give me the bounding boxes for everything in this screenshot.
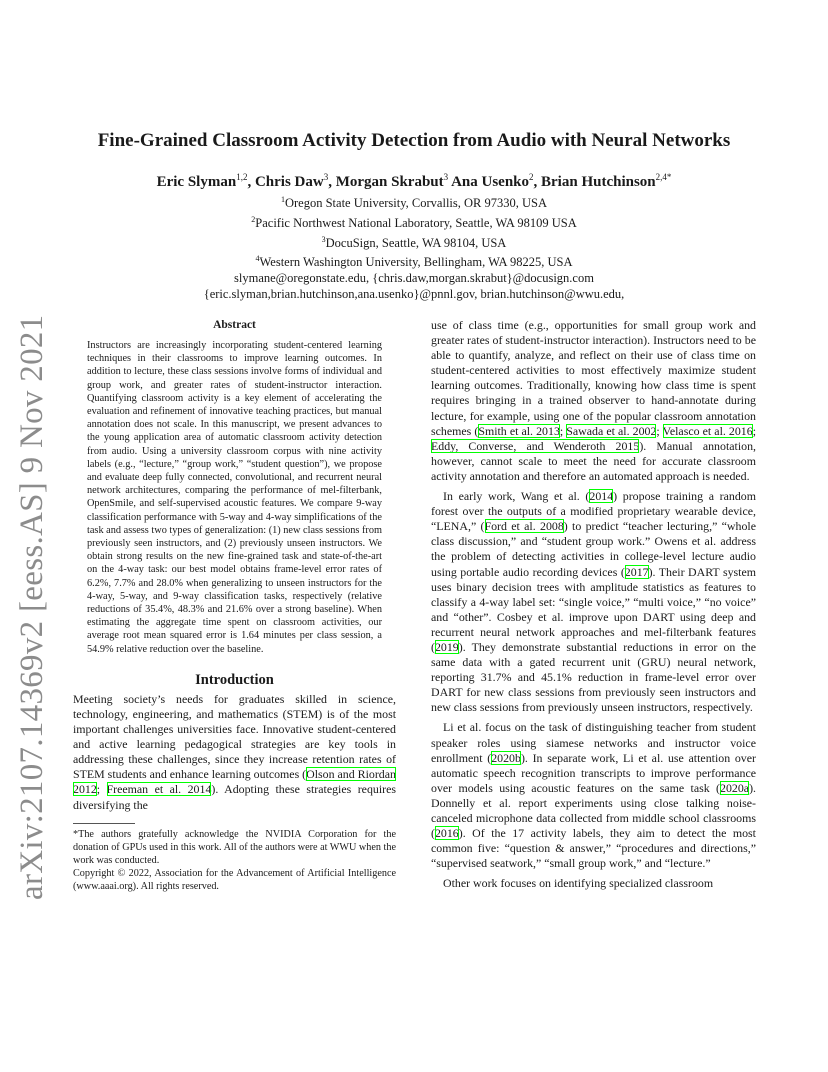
author-name: Brian Hutchinson [541, 174, 656, 190]
author-separator: , [533, 174, 542, 190]
affiliation-mark: 4 [255, 254, 260, 264]
text-run: ). In separate work, Li et al. use attention over automatic speech recognition transcripts to improve performance over models using acoustic features on the same task ( [431, 750, 756, 795]
text-run: Meeting society’s needs for graduates skilled in science, technology, engineering, and mathematics (STEM) is of the most important challenges universities face. Innovative student-centered and active learning pedagogical strategies are key tools in addressing these challenges, since they increase retention rates of STEM students and enhance learning outcomes ( [73, 691, 396, 782]
abstract-heading: Abstract [213, 319, 256, 331]
affiliation-mark: 2 [251, 214, 256, 224]
affiliation-mark: 3 [321, 234, 326, 244]
author-name: Eric Slyman [156, 174, 237, 190]
citation-link[interactable]: 2017 [624, 564, 649, 579]
text-run: ; [559, 423, 567, 438]
citation-link[interactable]: Ford et al. 2008 [484, 519, 564, 534]
text-run: Li et al. focus on the task of distinguishing teacher from student speaker roles using siamese networks and instructor voice enrollment ( [431, 720, 756, 765]
citation-link[interactable]: 2016 [434, 826, 459, 841]
footnote-divider [73, 823, 135, 824]
text-run: ). They demonstrate substantial reductions in error on the same data with a gated recurrent unit (GRU) neural network, reporting 31.7% and 45.1% reduction in frame-level error over DART for new class sessions from previously seen instructors and new class sessions from previously unseen instructors, respectively. [431, 639, 756, 715]
affiliation-mark: 1 [280, 195, 285, 204]
text-run: ). Of the 17 activity labels, they aim to detect the most common five: “question & answer,” “procedures and directions,” “supervised seatwork,” “small group work,” and “lecture.” [431, 826, 756, 871]
copyright-notice: Copyright © 2022, Association for the Advancement of Artificial Intelligence (www.aaai.org). All rights reserved. [73, 867, 396, 892]
affiliation-text: Pacific Northwest National Laboratory, Seattle, WA 98109 USA [255, 215, 577, 230]
arxiv-identifier: arXiv:2107.14369v2 [eess.AS] 9 Nov 2021 [14, 314, 50, 900]
citation-link[interactable]: Smith et al. 2013 [478, 423, 560, 438]
text-run: ). Donnelly et al. report experiments using close talking noise-canceled microphone data collected from middle school classrooms ( [431, 780, 756, 841]
email-line: slymane@oregonstate.edu, {chris.daw,morgan.skrabut}@docusign.com [234, 271, 594, 285]
body-paragraph [431, 489, 756, 715]
email-line: {eric.slyman,brian.hutchinson,ana.usenko}@pnnl.gov, brian.hutchinson@wwu.edu, [203, 286, 625, 301]
citation-link[interactable]: Velasco et al. 2016 [662, 423, 753, 438]
citation-link[interactable]: 2020b [491, 750, 521, 765]
paper-title: Fine-Grained Classroom Activity Detection from Audio with Neural Networks [97, 130, 731, 151]
text-run: ; [96, 782, 107, 797]
affiliation-line [0, 232, 828, 252]
author-affiliation-mark: 2,4* [655, 172, 672, 182]
affiliation-line [0, 212, 828, 232]
text-run: use of class time (e.g., opportunities for small group work and greater rates of student-instructor interaction). Instructors need to be able to quantify, analyze, and reflect on their use of class time on student-centered activities to most effectively maximize student learning outcomes. Traditionally, knowing how class time is spent requires bringing in a trained observer to hand-annotate during lecture, for example, using one of the popular classroom annotation schemes ( [431, 318, 756, 438]
author-affiliation-mark: 3 [443, 172, 449, 182]
text-run: In early work, Wang et al. ( [443, 489, 590, 504]
text-run: ) to predict “teacher lecturing,” “whole class discussion,” and “student group work.” Owens et al. address the problem of detecting activities in college-level lecture audio using portable audio recording devices ( [431, 519, 756, 579]
citation-link[interactable]: 2020a [720, 780, 750, 795]
citation-link[interactable]: Eddy, Converse, and Wenderoth 2015 [431, 438, 640, 453]
citation-link[interactable]: Sawada et al. 2002 [566, 423, 657, 438]
body-paragraph [431, 720, 756, 871]
author-separator: , [328, 174, 336, 190]
right-column [431, 318, 756, 891]
affiliation-line [0, 251, 828, 271]
affiliation-text: Oregon State University, Corvallis, OR 97330, USA [284, 196, 548, 211]
affiliation-line [0, 192, 828, 212]
author-affiliation-mark: 3 [323, 172, 329, 182]
citation-link[interactable]: 2019 [434, 639, 459, 654]
citation-link[interactable]: Olson and Riordan 2012 [73, 767, 396, 797]
text-run: ) propose training a random forest over the outputs of a modified proprietary wearable device, “LENA,” ( [431, 489, 756, 534]
citation-link[interactable]: 2014 [589, 489, 614, 504]
affiliation-text: Western Washington University, Bellingham, WA 98225, USA [259, 255, 573, 270]
author-separator: , [247, 174, 255, 190]
affiliation-text: DocuSign, Seattle, WA 98104, USA [325, 235, 507, 250]
citation-link[interactable]: Freeman et al. 2014 [106, 782, 212, 797]
introduction-heading: Introduction [195, 671, 274, 688]
author-affiliation-mark: 1,2 [236, 172, 248, 182]
footnote: *The authors gratefully acknowledge the NVIDIA Corporation for the donation of GPUs used in this work. All of the authors were at WWU when the work was conducted. [73, 828, 396, 866]
affiliation-block [0, 192, 828, 302]
author-name: Ana Usenko [451, 174, 530, 190]
text-run: ; [656, 423, 663, 438]
text-run: ). Adopting these strategies requires diversifying the [73, 782, 396, 812]
abstract-text: Instructors are increasingly incorporating student-centered learning techniques in their classrooms to improve learning outcomes. In addition to lecture, these class sessions involve forms of individual and group work, and greater rates of student-instructor interaction. Quantifying classroom activity is a key element of accelerating the evaluation and refinement of innovative teaching practices, but manual annotation does not scale. In this manuscript, we present advances to the young application area of automatic classroom activity detection from audio. Using a university classroom corpus with nine activity labels (e.g., “lecture,” “group work,” “student question”), we propose and evaluate deep fully connected, convolutional, and recurrent neural network architectures, comparing the performance of mel-filterbank, OpenSmile, and self-supervised acoustic features. We compare 9-way classification performance with 5-way and 4-way simplifications of the task and assess two types of generalization: (1) new class sessions from previously seen instructors, and (2) previously unseen instructors. We obtain strong results on the new fine-grained task and state-of-the-art on the 4-way task: our best model obtains frame-level error rates of 6.2%, 7.7% and 28.0% when generalizing to unseen instructors for the 4-way, 5-way, and 9-way classification tasks, respectively (relative reductions of 35.4%, 48.3% and 21.6% over a strong baseline). When estimating the aggregate time spent on classroom activities, our average root mean squared error is 1.64 minutes per class session, a 54.9% relative reduction over the baseline. [87, 340, 382, 655]
body-paragraph [431, 318, 756, 484]
text-run: ). Manual annotation, however, cannot scale to meet the need for accurate classroom activity annotation and therefore an automated approach is needed. [431, 438, 756, 483]
introduction-paragraph [73, 692, 396, 813]
left-column [73, 318, 396, 893]
text-run: ). Their DART system uses binary decision trees with amplitude statistics as features to classify a 4-way label set: “single voice,” “multi voice,” “no voice” and “other”. Cosbey et al. improve upon DART using deep and recurrent neural network approaches and mel-filterbank features ( [431, 564, 756, 654]
author-affiliation-mark: 2 [529, 172, 534, 182]
text-run: ; [752, 423, 757, 438]
author-list [0, 167, 828, 192]
author-name: Morgan Skrabut [335, 174, 444, 190]
body-paragraph: Other work focuses on identifying specialized classroom [443, 876, 714, 891]
author-name: Chris Daw [254, 174, 324, 190]
